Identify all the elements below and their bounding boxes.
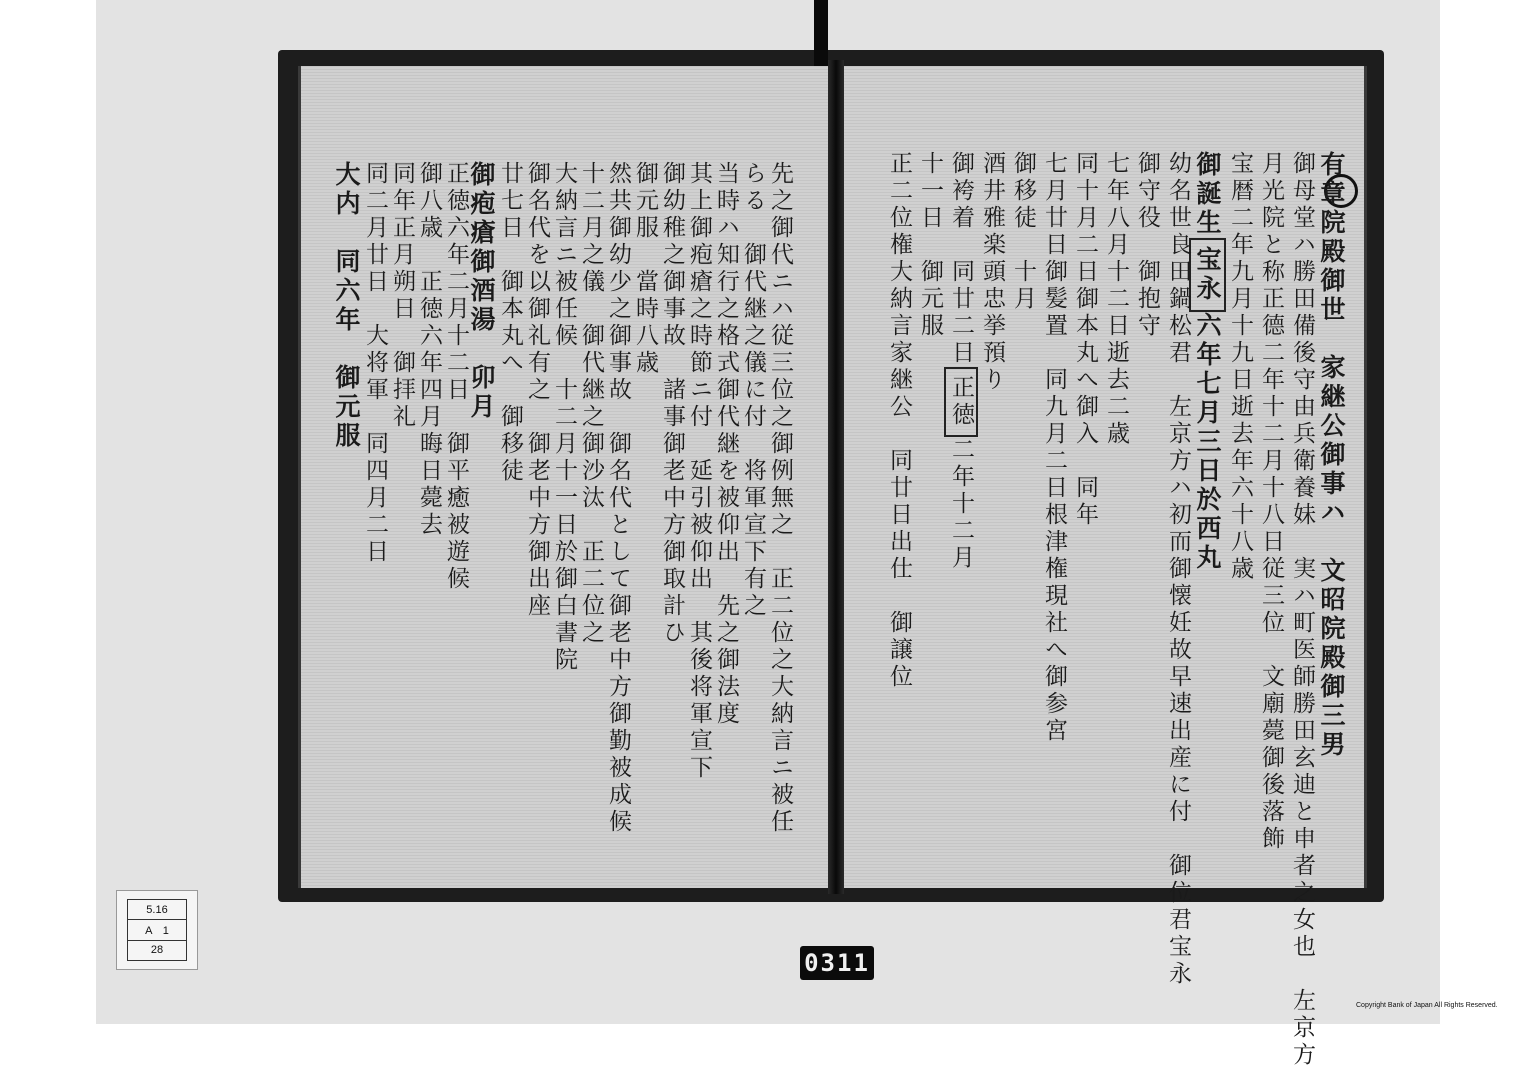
text-column-main: 正二位権大納言家継公 同廿日出仕 御譲位 [886,151,912,691]
text-column-main: 有章院殿御世 家継公御事ハ 文昭院殿御三男 [1317,151,1346,760]
text-column [1165,151,1191,988]
text-column [363,161,386,566]
text-column [714,161,737,728]
text-column [525,161,548,620]
text-column-main: 同二月廿日 大将軍 同四月二日 [362,161,388,566]
text-column-main: 十一日 御元服 [917,151,943,340]
era-box: 宝永 [1189,238,1226,312]
text-column-main: 御疱瘡御酒湯 卯月 [467,161,496,422]
text-column [1042,151,1065,745]
text-column-main: 月光院と称正德二年十二月十八日従三位 文廟薨御後落飾 [1258,151,1284,853]
text-column [1228,151,1251,583]
catalog-label-row: 5.16 [128,900,186,920]
text-column-main: 御母堂ハ勝田備後守由兵衛養妹 実ハ町医師勝田玄迪と申者之女也 左京方 [1289,151,1315,1069]
left-page [298,66,831,888]
text-column [498,161,521,485]
text-column-main: 御元服 當時八歳 [632,161,658,377]
text-column-main: 御誕生 [1193,151,1222,238]
text-column-main: 其上御疱瘡之時節ニ付 延引被仰出 其後将軍宣下 [686,161,712,782]
text-column [417,161,440,539]
text-column-main: 同十月二日御本丸へ御入 同年 [1072,151,1098,529]
text-column [980,151,1003,394]
text-column-main: 廿七日 御本丸へ 御移徒 [497,161,523,485]
copyright-notice: Copyright Bank of Japan All Rights Reserved. [1356,1002,1498,1009]
text-column [1011,151,1034,313]
text-column-main: 十二月之儀 御代継之御沙汰 正二位之 [578,161,604,647]
text-column [887,151,910,691]
text-column-main: 酒井雅楽頭忠挙預り [979,151,1005,394]
catalog-label-row: A 1 [128,920,186,940]
text-column-main: 七月廿日御髪置 同九月二日根津権現社へ御参宮 [1041,151,1067,745]
catalog-label-row: 28 [150,944,164,957]
text-column [1073,151,1096,529]
text-column [633,161,656,377]
text-column-main: 幼名世良田鍋松君 左京方ハ初而御懐妊故早速出産に付 御位君宝永 [1165,151,1191,988]
text-column [1259,151,1282,853]
text-column [1104,151,1127,448]
text-column [1289,151,1315,1069]
text-column [579,161,602,647]
text-column [687,161,710,782]
catalog-label [116,890,198,970]
text-column [741,161,764,620]
text-column-main: 正徳六年二月十二日 御平癒被遊候 [443,161,469,593]
text-column-main: 御守役 御抱守 [1134,151,1160,340]
text-column-main: 先之御代ニハ従三位之御例無之 正二位之大納言ニ被任 [767,161,793,836]
text-column-main: 当時ハ知行之格式御代継を被仰出 先之御法度 [713,161,739,728]
text-column [1195,151,1220,573]
text-column-main: 御名代を以御礼有之 御老中方御出座 [524,161,550,620]
text-column-main: 宝暦二年九月十九日逝去年六十八歳 [1227,151,1253,583]
era-box: 正徳 [944,367,978,437]
right-page [844,66,1367,1069]
text-column [1135,151,1158,340]
text-column-main: 大内 同六年 御元服 [332,161,361,451]
text-column [334,161,359,451]
text-column-main: 然共御幼少之御事故 御名代として御老中方御勤被成候 [605,161,631,836]
text-column-after: 二年十二月 [948,437,974,572]
text-column-main: 同年正月朔日 御拝礼 [389,161,415,431]
text-column-main: 大納言ニ被任候 十二月十一日於御白書院 [551,161,577,674]
text-column [949,151,972,572]
text-column [1319,151,1344,760]
text-column [390,161,413,431]
text-column [469,161,494,422]
text-column-main: 御幼稚之御事故 諸事御老中方御取計ひ [659,161,685,647]
text-column [918,151,941,340]
book-gutter [828,60,844,894]
text-column [768,161,791,836]
text-column-main: 御移徒 十月 [1010,151,1036,313]
text-column-main: 御八歳 正徳六年四月晦日薨去 [416,161,442,539]
text-column [606,161,629,836]
text-column-main: 御袴着 同廿二日 [948,151,974,367]
text-column-main: らる 御代継之儀に付 将軍宣下有之 [740,161,766,620]
text-column-main: 七年八月十二日逝去二歳 [1103,151,1129,448]
text-column [444,161,467,593]
bookmark-ribbon [814,0,828,70]
text-column [660,161,683,647]
frame-counter: 0311 [800,946,874,980]
text-column-after: 六年七月三日於西丸 [1193,312,1222,573]
text-column [552,161,575,674]
